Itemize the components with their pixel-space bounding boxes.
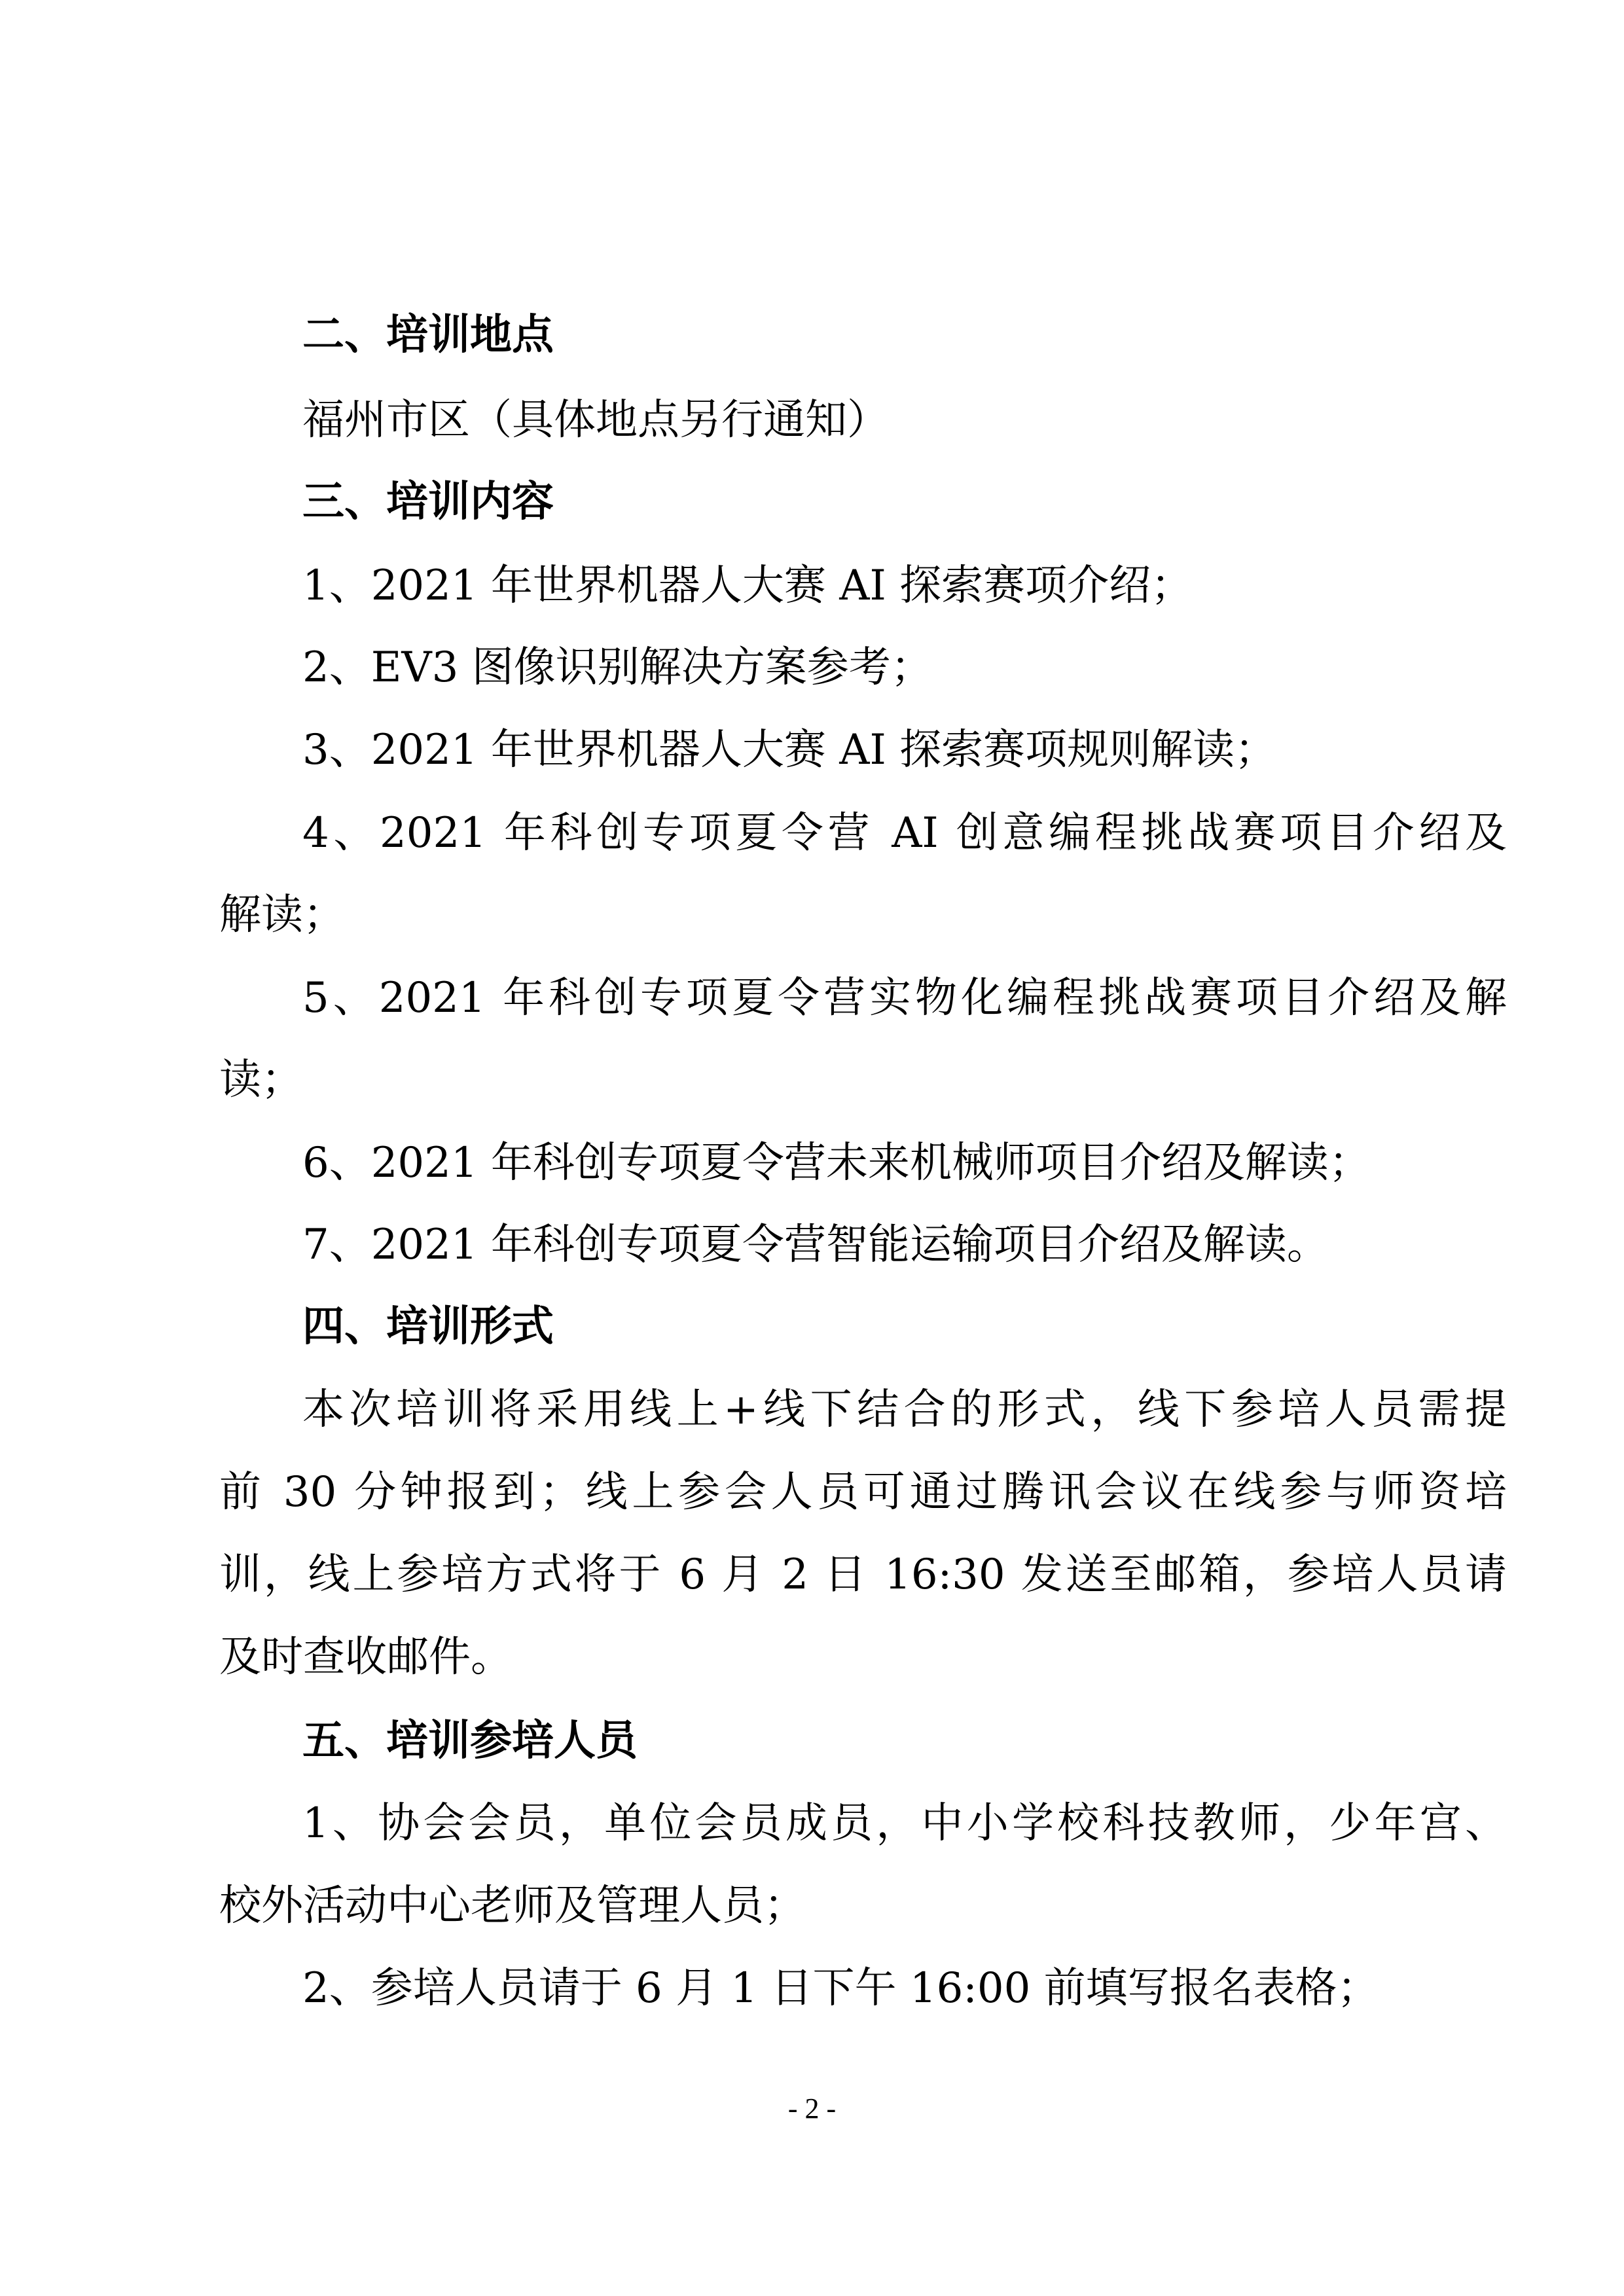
section-heading-format: 四、培训形式 xyxy=(302,1302,554,1351)
section-heading-participants: 五、培训参培人员 xyxy=(302,1717,638,1765)
participants-item-1-continued: 校外活动中心老师及管理人员； xyxy=(219,1882,806,1930)
format-paragraph-line: 前 30 分钟报到；线上参会人员可通过腾讯会议在线参与师资培 xyxy=(219,1468,1507,1516)
content-item-5-continued: 读； xyxy=(219,1056,303,1104)
format-paragraph-line: 训，线上参培方式将于 6 月 2 日 16:30 发送至邮箱，参培人员请 xyxy=(219,1551,1507,1599)
content-item-5: 5、2021 年科创专项夏令营实物化编程挑战赛项目介绍及解 xyxy=(302,974,1507,1022)
content-item-3: 3、2021 年世界机器人大赛 AI 探索赛项规则解读； xyxy=(302,726,1277,774)
section-heading-location: 二、培训地点 xyxy=(302,311,554,359)
participants-item-2: 2、参培人员请于 6 月 1 日下午 16:00 前填写报名表格； xyxy=(302,1964,1379,2013)
content-item-4-continued: 解读； xyxy=(219,891,345,939)
participants-item-1: 1、协会会员，单位会员成员，中小学校科技教师，少年宫、 xyxy=(302,1799,1507,1848)
location-text: 福州市区（具体地点另行通知） xyxy=(302,396,889,444)
format-paragraph-line: 及时查收邮件。 xyxy=(219,1633,513,1681)
content-item-4: 4、2021 年科创专项夏令营 AI 创意编程挑战赛项目介绍及 xyxy=(302,809,1507,857)
content-item-1: 1、2021 年世界机器人大赛 AI 探索赛项介绍； xyxy=(302,562,1193,610)
content-item-2: 2、EV3 图像识别解决方案参考； xyxy=(302,643,933,692)
format-paragraph-line: 本次培训将采用线上+线下结合的形式，线下参培人员需提 xyxy=(302,1386,1507,1434)
section-heading-content: 三、培训内容 xyxy=(302,478,554,526)
content-item-7: 7、2021 年科创专项夏令营智能运输项目介绍及解读。 xyxy=(302,1221,1329,1269)
page-number: - 2 - xyxy=(787,2092,837,2125)
content-item-6: 6、2021 年科创专项夏令营未来机械师项目介绍及解读； xyxy=(302,1139,1371,1187)
